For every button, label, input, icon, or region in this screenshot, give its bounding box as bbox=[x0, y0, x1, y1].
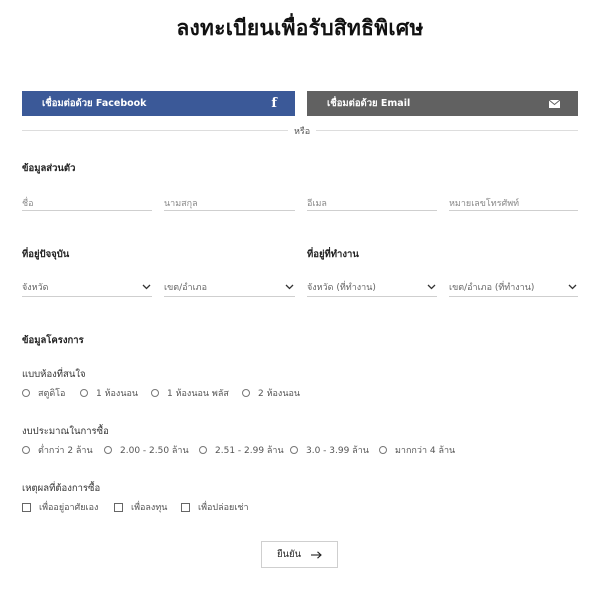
confirm-label: ยืนยัน bbox=[276, 549, 302, 560]
option-label: 2.00 - 2.50 ล้าน bbox=[120, 446, 189, 456]
radio-button[interactable] bbox=[80, 389, 88, 397]
work-province-select[interactable] bbox=[307, 277, 437, 297]
radio-button[interactable] bbox=[22, 446, 30, 454]
radio-button[interactable] bbox=[290, 446, 298, 454]
phone-input[interactable] bbox=[449, 195, 578, 214]
chevron-down-icon bbox=[142, 284, 151, 290]
current-district-select[interactable] bbox=[164, 277, 295, 297]
radio-button[interactable] bbox=[379, 446, 387, 454]
reason-option-rent[interactable] bbox=[181, 500, 249, 514]
work-province-value: จังหวัด (ที่ทำงาน) bbox=[307, 282, 376, 293]
reason-option-invest[interactable] bbox=[114, 500, 167, 514]
radio-button[interactable] bbox=[199, 446, 207, 454]
option-label: 2.51 - 2.99 ล้าน bbox=[215, 446, 284, 456]
option-label: เพื่อลงทุน bbox=[131, 503, 168, 513]
current-address-heading: ที่อยู่ปัจจุบัน bbox=[22, 249, 70, 260]
budget-option-over-4m[interactable] bbox=[379, 443, 455, 457]
first-name-field bbox=[22, 191, 152, 211]
option-label: 1 ห้องนอน bbox=[96, 389, 139, 399]
current-province-select[interactable] bbox=[22, 277, 152, 297]
option-label: ต่ำกว่า 2 ล้าน bbox=[38, 446, 93, 456]
email-field bbox=[307, 191, 437, 211]
work-district-value: เขต/อำเภอ (ที่ทำงาน) bbox=[449, 282, 535, 293]
last-name-field bbox=[164, 191, 295, 211]
email-connect-label: เชื่อมต่อด้วย Email bbox=[327, 98, 411, 109]
radio-button[interactable] bbox=[22, 389, 30, 397]
budget-label: งบประมาณในการซื้อ bbox=[22, 426, 109, 437]
arrow-right-icon bbox=[311, 551, 322, 559]
checkbox[interactable] bbox=[181, 503, 190, 512]
room-type-option-studio[interactable] bbox=[22, 386, 65, 400]
budget-option-2-2.5m[interactable] bbox=[104, 443, 189, 457]
reason-label: เหตุผลที่ต้องการซื้อ bbox=[22, 483, 101, 494]
option-label: มากกว่า 4 ล้าน bbox=[395, 446, 456, 456]
room-type-option-1-bedroom[interactable] bbox=[80, 386, 138, 400]
radio-button[interactable] bbox=[242, 389, 250, 397]
option-label: เพื่อปล่อยเช่า bbox=[198, 503, 249, 513]
option-label: 2 ห้องนอน bbox=[258, 389, 301, 399]
reason-option-live[interactable] bbox=[22, 500, 98, 514]
chevron-down-icon bbox=[568, 284, 577, 290]
room-type-option-1-bedroom-plus[interactable] bbox=[151, 386, 229, 400]
last-name-input[interactable] bbox=[164, 195, 295, 214]
project-info-heading: ข้อมูลโครงการ bbox=[22, 335, 84, 346]
confirm-button[interactable] bbox=[261, 541, 338, 568]
personal-info-heading: ข้อมูลส่วนตัว bbox=[22, 163, 76, 174]
room-type-option-2-bedroom[interactable] bbox=[242, 386, 300, 400]
work-address-heading: ที่อยู่ที่ทำงาน bbox=[307, 249, 359, 260]
email-connect-button[interactable] bbox=[307, 91, 578, 116]
or-label: หรือ bbox=[288, 124, 316, 138]
room-type-label: แบบห้องที่สนใจ bbox=[22, 369, 86, 380]
phone-field bbox=[449, 191, 578, 211]
facebook-connect-label: เชื่อมต่อด้วย Facebook bbox=[42, 98, 147, 109]
option-label: เพื่ออยู่อาศัยเอง bbox=[39, 503, 99, 513]
budget-option-under-2m[interactable] bbox=[22, 443, 93, 457]
checkbox[interactable] bbox=[22, 503, 31, 512]
budget-option-3-3.99m[interactable] bbox=[290, 443, 369, 457]
chevron-down-icon bbox=[427, 284, 436, 290]
work-district-select[interactable] bbox=[449, 277, 578, 297]
first-name-input[interactable] bbox=[22, 195, 152, 214]
current-district-value: เขต/อำเภอ bbox=[164, 282, 207, 293]
facebook-connect-button[interactable] bbox=[22, 91, 295, 116]
radio-button[interactable] bbox=[104, 446, 112, 454]
page-title: ลงทะเบียนเพื่อรับสิทธิพิเศษ bbox=[176, 16, 424, 40]
chevron-down-icon bbox=[285, 284, 294, 290]
option-label: สตูดิโอ bbox=[38, 389, 66, 399]
budget-option-2.51-2.99m[interactable] bbox=[199, 443, 284, 457]
radio-button[interactable] bbox=[151, 389, 159, 397]
facebook-icon: f bbox=[271, 96, 277, 111]
option-label: 1 ห้องนอน พลัส bbox=[167, 389, 229, 399]
mail-icon bbox=[549, 100, 560, 108]
current-province-value: จังหวัด bbox=[22, 282, 49, 293]
option-label: 3.0 - 3.99 ล้าน bbox=[306, 446, 369, 456]
email-input[interactable] bbox=[307, 195, 437, 214]
checkbox[interactable] bbox=[114, 503, 123, 512]
